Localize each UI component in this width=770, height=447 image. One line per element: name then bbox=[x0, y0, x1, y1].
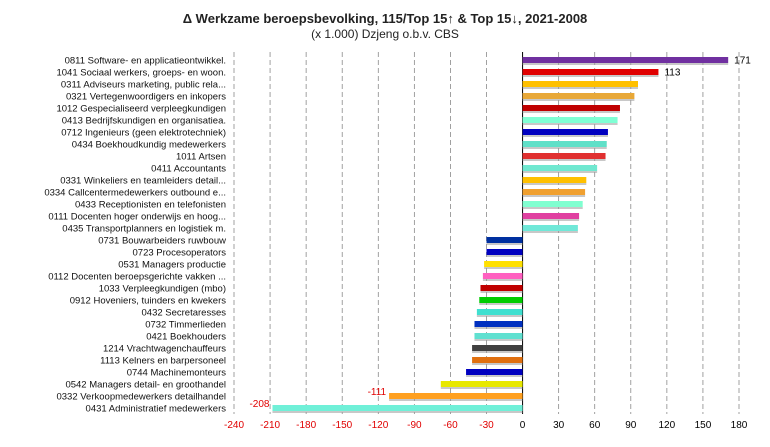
category-label-11: 0334 Callcentermedewerkers outbound e... bbox=[44, 187, 226, 199]
bar-shadow-23 bbox=[474, 339, 522, 341]
x-tick-label-10: 60 bbox=[589, 420, 601, 431]
bar-shadow-27 bbox=[441, 387, 523, 389]
category-label-14: 0435 Transportplanners en logistiek m. bbox=[62, 223, 226, 235]
data-label-2: -111 bbox=[367, 387, 387, 398]
bar-shadow-11 bbox=[523, 195, 586, 197]
bar-shadow-1 bbox=[523, 75, 659, 77]
bar-6 bbox=[523, 129, 608, 135]
bar-shadow-19 bbox=[480, 291, 522, 293]
bar-shadow-13 bbox=[523, 219, 580, 221]
bar-10 bbox=[523, 177, 587, 183]
bar-9 bbox=[523, 165, 598, 171]
data-labels bbox=[249, 56, 751, 411]
x-tick-label-3: -150 bbox=[332, 420, 353, 431]
bar-25 bbox=[472, 357, 522, 363]
bar-shadow-8 bbox=[523, 159, 606, 161]
category-label-2: 0311 Adviseurs marketing, public rela... bbox=[60, 79, 226, 91]
bar-shadow-29 bbox=[272, 411, 522, 413]
x-tick-label-2: -180 bbox=[296, 420, 317, 431]
x-tick-label-8: 0 bbox=[519, 420, 526, 431]
bar-19 bbox=[480, 285, 522, 291]
x-tick-label-6: -60 bbox=[443, 420, 458, 431]
bar-shadow-2 bbox=[523, 87, 638, 89]
bar-shadow-21 bbox=[477, 315, 523, 317]
bar-shadow-25 bbox=[472, 363, 522, 365]
bar-21 bbox=[477, 309, 523, 315]
category-label-6: 0712 Ingenieurs (geen elektrotechniek) bbox=[61, 127, 226, 139]
x-tick-label-13: 150 bbox=[694, 420, 712, 431]
x-tick-label-4: -120 bbox=[368, 420, 389, 431]
bar-26 bbox=[466, 369, 523, 375]
category-label-8: 1011 Artsen bbox=[175, 151, 226, 163]
category-label-12: 0433 Receptionisten en telefonisten bbox=[74, 199, 226, 211]
category-label-28: 0332 Verkoopmedewerkers detailhandel bbox=[56, 391, 226, 403]
bar-14 bbox=[523, 225, 578, 231]
x-tick-label-5: -90 bbox=[407, 420, 422, 431]
category-label-27: 0542 Managers detail- en groothandel bbox=[65, 379, 226, 391]
category-label-24: 1214 Vrachtwagenchauffeurs bbox=[102, 343, 226, 355]
bar-shadow-26 bbox=[466, 375, 523, 377]
bar-27 bbox=[441, 381, 523, 387]
x-tick-label-0: -240 bbox=[223, 420, 245, 431]
bar-20 bbox=[479, 297, 522, 303]
bar-18 bbox=[483, 273, 523, 279]
category-label-19: 1033 Verpleegkundigen (mbo) bbox=[98, 283, 226, 295]
bar-1 bbox=[523, 69, 659, 75]
bar-shadow-16 bbox=[487, 255, 523, 257]
bar-7 bbox=[523, 141, 607, 147]
category-labels bbox=[44, 55, 226, 414]
bar-shadow-14 bbox=[523, 231, 578, 233]
bar-5 bbox=[523, 117, 618, 123]
bar-8 bbox=[523, 153, 606, 159]
data-label-1: 113 bbox=[664, 67, 681, 79]
bar-shadow-24 bbox=[472, 351, 522, 353]
bar-shadow-9 bbox=[523, 171, 598, 173]
bar-4 bbox=[523, 105, 620, 111]
category-label-29: 0431 Administratief medewerkers bbox=[85, 403, 226, 415]
x-tick-label-9: 30 bbox=[553, 420, 565, 431]
x-tick-label-1: -210 bbox=[260, 420, 281, 431]
bar-shadow-17 bbox=[484, 267, 522, 269]
category-label-10: 0331 Winkeliers en teamleiders detail... bbox=[60, 175, 226, 187]
bar-shadow-18 bbox=[483, 279, 523, 281]
bar-17 bbox=[484, 261, 522, 267]
bar-0 bbox=[523, 57, 729, 63]
bar-shadow-10 bbox=[523, 183, 587, 185]
x-tick-label-11: 90 bbox=[625, 420, 637, 431]
bar-shadow-5 bbox=[523, 123, 618, 125]
bar-2 bbox=[523, 81, 638, 87]
category-label-25: 1113 Kelners en barpersoneel bbox=[100, 355, 226, 367]
chart-subtitle: (x 1.000) Dzjeng o.b.v. CBS bbox=[311, 27, 459, 41]
bar-22 bbox=[474, 321, 522, 327]
category-label-4: 1012 Gespecialiseerd verpleegkundigen bbox=[56, 103, 226, 115]
bar-shadow-3 bbox=[523, 99, 635, 101]
category-label-3: 0321 Vertegenwoordigers en inkopers bbox=[65, 91, 226, 103]
bar-shadow-15 bbox=[487, 243, 523, 245]
bar-shadow-20 bbox=[479, 303, 522, 305]
bar-12 bbox=[523, 201, 583, 207]
category-label-0: 0811 Software- en applicatieontwikkel. bbox=[64, 55, 226, 67]
bar-shadow-12 bbox=[523, 207, 583, 209]
category-label-26: 0744 Machinemonteurs bbox=[126, 367, 226, 379]
bars bbox=[272, 57, 728, 413]
data-label-0: 171 bbox=[734, 55, 751, 67]
category-label-13: 0111 Docenten hoger onderwijs en hoog... bbox=[48, 211, 226, 223]
bar-16 bbox=[487, 249, 523, 255]
category-label-20: 0912 Hoveniers, tuinders en kwekers bbox=[69, 295, 226, 307]
category-label-5: 0413 Bedrijfskundigen en organisatiea. bbox=[61, 115, 226, 127]
bar-28 bbox=[389, 393, 522, 399]
x-tick-label-14: 180 bbox=[730, 420, 748, 431]
x-tick-label-12: 120 bbox=[658, 420, 676, 431]
category-label-7: 0434 Boekhoudkundig medewerkers bbox=[71, 139, 226, 151]
category-label-15: 0731 Bouwarbeiders ruwbouw bbox=[98, 235, 226, 247]
category-label-18: 0112 Docenten beroepsgerichte vakken ... bbox=[48, 271, 226, 283]
bar-23 bbox=[474, 333, 522, 339]
category-label-17: 0531 Managers productie bbox=[118, 259, 226, 271]
category-label-22: 0732 Timmerlieden bbox=[145, 319, 226, 331]
bar-shadow-22 bbox=[474, 327, 522, 329]
bar-shadow-0 bbox=[523, 63, 729, 65]
x-tick-label-7: -30 bbox=[479, 420, 494, 431]
bar-shadow-4 bbox=[523, 111, 620, 113]
bar-shadow-6 bbox=[523, 135, 608, 137]
x-tick-labels bbox=[224, 420, 748, 431]
bar-24 bbox=[472, 345, 522, 351]
bar-29 bbox=[272, 405, 522, 411]
category-label-9: 0411 Accountants bbox=[151, 163, 226, 175]
data-label-3: -208 bbox=[249, 399, 270, 410]
bar-3 bbox=[523, 93, 635, 99]
bar-shadow-7 bbox=[523, 147, 607, 149]
category-label-16: 0723 Procesoperators bbox=[132, 247, 226, 259]
chart-title: Δ Werkzame beroepsbevolking, 115/Top 15↑ & Top 15↓, 2021-2008 bbox=[182, 11, 588, 26]
bar-shadow-28 bbox=[389, 399, 522, 401]
bar-13 bbox=[523, 213, 580, 219]
category-label-21: 0432 Secretaresses bbox=[141, 307, 226, 319]
category-label-23: 0421 Boekhouders bbox=[146, 331, 226, 343]
category-label-1: 1041 Sociaal werkers, groeps- en woon. bbox=[56, 67, 226, 79]
bar-15 bbox=[487, 237, 523, 243]
bar-11 bbox=[523, 189, 586, 195]
